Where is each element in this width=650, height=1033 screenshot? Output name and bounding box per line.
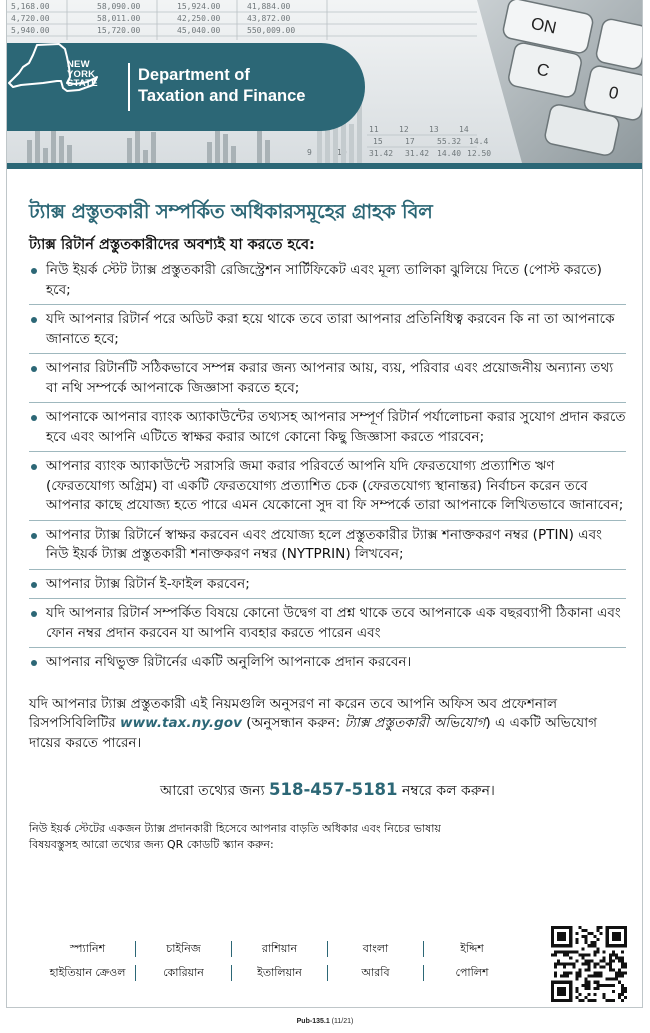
svg-text:15: 15 [373,137,383,146]
duty-item: নিউ ইয়র্ক স্টেট ট্যাক্স প্রস্তুতকারী রেজিস্ট্রেশন সার্টিফিকেট এবং মূল্য তালিকা ঝুলিয়ে দিতে (পোস্ট করতে) হবে; [29,261,626,305]
svg-text:14.4: 14.4 [469,137,489,146]
language-item: বাংলা [328,941,424,957]
svg-text:45,040.00: 45,040.00 [177,26,221,35]
brand-banner [7,43,365,131]
qr-code-icon[interactable] [551,926,627,1002]
svg-text:58,090.00: 58,090.00 [97,2,141,11]
language-list [40,941,520,981]
duties-list [29,261,626,677]
search-term: ট্যাক্স প্রস্তুতকারী অভিযোগ [344,715,486,731]
language-item: ইদ্দিশ [460,942,484,955]
duty-item: যদি আপনার রিটার্ন পরে অডিট করা হয়ে থাকে তবে তারা আপনার প্রতিনিধিত্ব করবেন কি না তা আপনাকে জানাতে হবে; [29,310,626,354]
department-name: Department of Taxation and Finance [138,66,306,105]
svg-text:9: 9 [307,148,312,157]
language-item: হাইতিয়ান ক্রেওল [40,965,136,981]
publication-number: Pub-135.1 (11/21) [296,1018,354,1025]
svg-text:13: 13 [429,125,439,134]
language-item: চাইনিজ [136,941,232,957]
svg-text:4,720.00: 4,720.00 [11,14,50,23]
svg-text:5,940.00: 5,940.00 [11,26,50,35]
svg-text:41,884.00: 41,884.00 [247,2,291,11]
duty-item: আপনার ট্যাক্স রিটার্নে স্বাক্ষর করবেন এবং প্রযোজ্য হলে প্রস্তুতকারীর ট্যাক্স শনাক্তকরণ নম্বর (PTIN) এবং নিউ ইয়র্ক ট্যাক্স প্রস্তুতকারী শনাক্তকরণ নম্বর (NYTPRIN) লিখবেন; [29,526,626,570]
svg-text:15,720.00: 15,720.00 [97,26,141,35]
language-item: স্প্যানিশ [40,941,136,957]
svg-text:55.32: 55.32 [437,137,462,146]
duty-item: আপনার ট্যাক্স রিটার্ন ই-ফাইল করবেন; [29,575,626,600]
svg-text:31.42: 31.42 [405,149,430,158]
duty-item: যদি আপনার রিটার্ন সম্পর্কিত বিষয়ে কোনো উদ্বেগ বা প্রশ্ন থাকে তবে আপনাকে এক বছরব্যাপী ঠিকানা এবং ফোন নম্বর প্রদান করবেন যা আপনি ব্যবহার করতে পারেন এবং [29,604,626,648]
svg-text:58,011.00: 58,011.00 [97,14,141,23]
svg-text:12: 12 [399,125,409,134]
svg-text:31.42: 31.42 [369,149,394,158]
language-item: কোরিয়ান [136,965,232,981]
qr-instructions: নিউ ইয়র্ক স্টেটের একজন ট্যাক্স প্রদানকারী হিসেবে আপনার বাড়তি অধিকার এবং নিচের ভাষায় বিষয়বস্তুসহ আরো তথ্যের জন্য QR কোডটি স্ক্যান করুন: [29,822,441,851]
tax-website-link[interactable]: www.tax.ny.gov [120,715,242,731]
svg-text:43,872.00: 43,872.00 [247,14,291,23]
svg-text:17: 17 [405,137,415,146]
phone-number[interactable]: 518-457-5181 [269,780,398,799]
page-title: ট্যাক্স প্রস্তুতকারী সম্পর্কিত অধিকারসমূহের গ্রাহক বিল [29,200,433,223]
svg-text:14.40: 14.40 [437,149,462,158]
duty-item: আপনার রিটার্নটি সঠিকভাবে সম্পন্ন করার জন্য আপনার আয়, ব্যয়, পরিবার এবং প্রয়োজনীয় অন্যান্য তথ্য বা নথি সম্পর্কে আপনাকে জিজ্ঞাসা করতে হবে; [29,359,626,403]
svg-text:11: 11 [369,125,379,134]
duty-item: আপনাকে আপনার ব্যাংক অ্যাকাউন্টের তথ্যসহ আপনার সম্পূর্ণ রিটার্ন পর্যালোচনা করার সুযোগ প্রদান করতে হবে এবং আপনি এটিতে স্বাক্ষর করার আগে কোনো কিছু জিজ্ঞাসা করতে পারবেন; [29,408,626,452]
language-item: আরবি [328,965,424,981]
duties-heading: ট্যাক্স রিটার্ন প্রস্তুতকারীদের অবশ্যই যা করতে হবে: [29,237,315,253]
header-photo [7,0,642,163]
svg-text:C: C [535,59,552,81]
duty-item: আপনার নথিভুক্ত রিটার্নের একটি অনুলিপি আপনাকে প্রদান করবেন। [29,653,626,677]
complaint-paragraph: যদি আপনার ট্যাক্স প্রস্তুতকারী এই নিয়মগুলি অনুসরণ না করেন তবে আপনি অফিস অব প্রফেশনাল রিসপসিবিলিটির www.tax.ny.gov (অনুসন্ধান করুন: ট্যাক্স প্রস্তুতকারী অভিযোগ) এ একটি অভিযোগ দায়ের করতে পারেন। [29,695,598,751]
banner-divider [128,63,130,111]
language-item: ইতালিয়ান [232,965,328,981]
svg-text:0: 0 [607,82,621,104]
svg-text:14: 14 [459,125,469,134]
language-item: পোলিশ [455,966,489,979]
svg-text:42,250.00: 42,250.00 [177,14,221,23]
svg-text:15,924.00: 15,924.00 [177,2,221,11]
svg-text:ON: ON [529,13,559,38]
main-content [7,169,642,853]
state-wordmark: NEW YORK STATE [67,59,98,89]
svg-text:550,009.00: 550,009.00 [247,26,296,35]
info-line: আরো তথ্যের জন্য 518-457-5181 নম্বরে কল করুন। [160,780,495,799]
poster [6,0,643,1008]
svg-text:5,168.00: 5,168.00 [11,2,50,11]
language-item: রাশিয়ান [232,941,328,957]
svg-text:12.50: 12.50 [467,149,492,158]
duty-item: আপনার ব্যাংক অ্যাকাউন্টে সরাসরি জমা করার পরিবর্তে আপনি যদি ফেরতযোগ্য প্রত্যাশিত ঋণ (ফেরতযোগ্য অগ্রিম) বা একটি ফেরতযোগ্য প্রত্যাশিত চেক (ফেরতযোগ্য স্থানান্তর) নির্বাচন করেন তবে আপনার কাছে প্রযোজ্য হতে পারে এমন যেকোনো সুদ বা ফি সম্পর্কে তারা আপনাকে লিখিতভাবে জানাবেন; [29,457,626,521]
